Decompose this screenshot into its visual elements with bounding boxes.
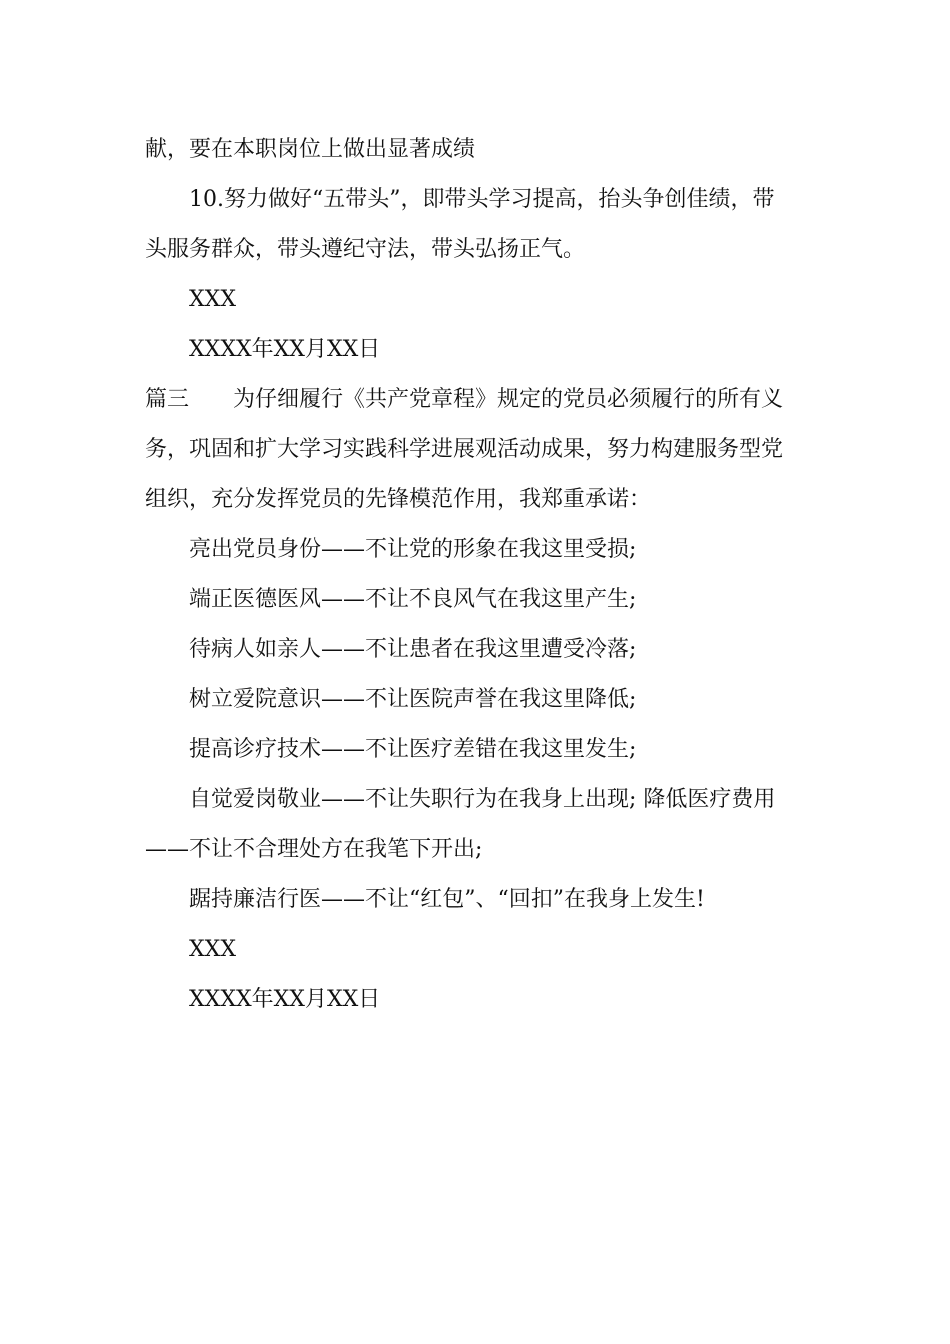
pledge-item: 端正医德医风——不让不良风气在我这里产生;	[189, 587, 637, 612]
pledge-item: ——不让不合理处方在我笔下开出;	[145, 837, 483, 862]
signature-name: XXX	[189, 937, 236, 962]
signature-date: XXXX年XX月XX日	[189, 337, 381, 362]
signature-name: XXX	[189, 287, 236, 312]
text-line-content: 为仔细履行《共产党章程》规定的党员必须履行的所有义	[233, 387, 784, 412]
pledge-item: 树立爱院意识——不让医院声誉在我这里降低;	[189, 687, 637, 712]
text-line: 献，要在本职岗位上做出显著成绩	[145, 137, 476, 162]
text-line: 头服务群众，带头遵纪守法，带头弘扬正气。	[145, 237, 586, 262]
text-line: 组织，充分发挥党员的先锋模范作用，我郑重承诺：	[145, 487, 652, 512]
text-line	[145, 375, 807, 425]
text-line: 务，巩固和扩大学习实践科学进展观活动成果，努力构建服务型党	[145, 437, 784, 462]
pledge-item: 踞持廉洁行医——不让“红包”、“回扣”在我身上发生!	[189, 887, 705, 912]
pledge-item: 亮出党员身份——不让党的形象在我这里受损;	[189, 537, 637, 562]
document-page	[145, 125, 807, 1025]
signature-date: XXXX年XX月XX日	[189, 987, 381, 1012]
text-line: 10.努力做好“五带头”，即带头学习提高，抬头争创佳绩，带	[189, 187, 775, 212]
pledge-item: 提高诊疗技术——不让医疗差错在我这里发生;	[189, 737, 637, 762]
pledge-item: 待病人如亲人——不让患者在我这里遭受冷落;	[189, 637, 637, 662]
section-label: 篇三	[145, 387, 190, 412]
pledge-item: 自觉爱岗敬业——不让失职行为在我身上出现; 降低医疗费用	[189, 787, 776, 812]
